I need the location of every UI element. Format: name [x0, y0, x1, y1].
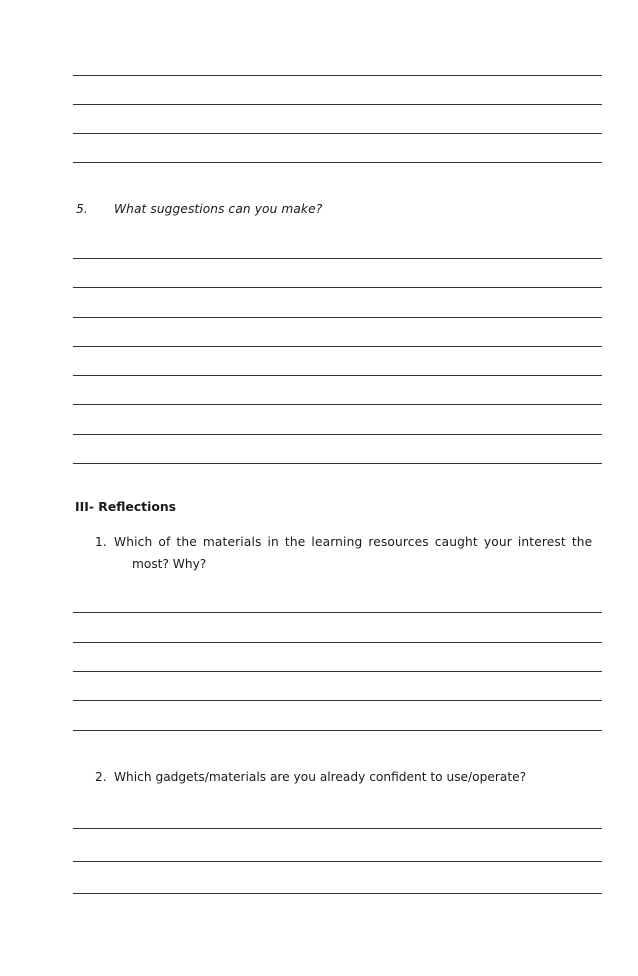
reflection-question: Which gadgets/materials are you already confident to use/operate?: [114, 770, 527, 784]
answer-line: [73, 612, 602, 613]
reflection-question-continued: most? Why?: [132, 557, 207, 571]
reflection-question: Which of the materials in the learning resources caught your interest the: [114, 535, 593, 549]
answer-line: [73, 258, 602, 259]
answer-line: [73, 828, 602, 829]
answer-line: [73, 404, 602, 405]
answer-line: [73, 861, 602, 862]
answer-line: [73, 893, 602, 894]
reflection-number: 1.: [95, 535, 107, 549]
answer-line: [73, 375, 602, 376]
answer-line: [73, 317, 602, 318]
answer-line: [73, 287, 602, 288]
answer-line: [73, 700, 602, 701]
reflection-number: 2.: [95, 770, 107, 784]
answer-line: [73, 75, 602, 76]
answer-line: [73, 133, 602, 134]
section-heading: III- Reflections: [75, 499, 177, 514]
question-text: What suggestions can you make?: [114, 202, 323, 216]
answer-line: [73, 104, 602, 105]
answer-line: [73, 642, 602, 643]
answer-line: [73, 162, 602, 163]
question-number: 5.: [76, 202, 88, 216]
answer-line: [73, 463, 602, 464]
answer-line: [73, 434, 602, 435]
answer-line: [73, 346, 602, 347]
answer-line: [73, 730, 602, 731]
answer-line: [73, 671, 602, 672]
